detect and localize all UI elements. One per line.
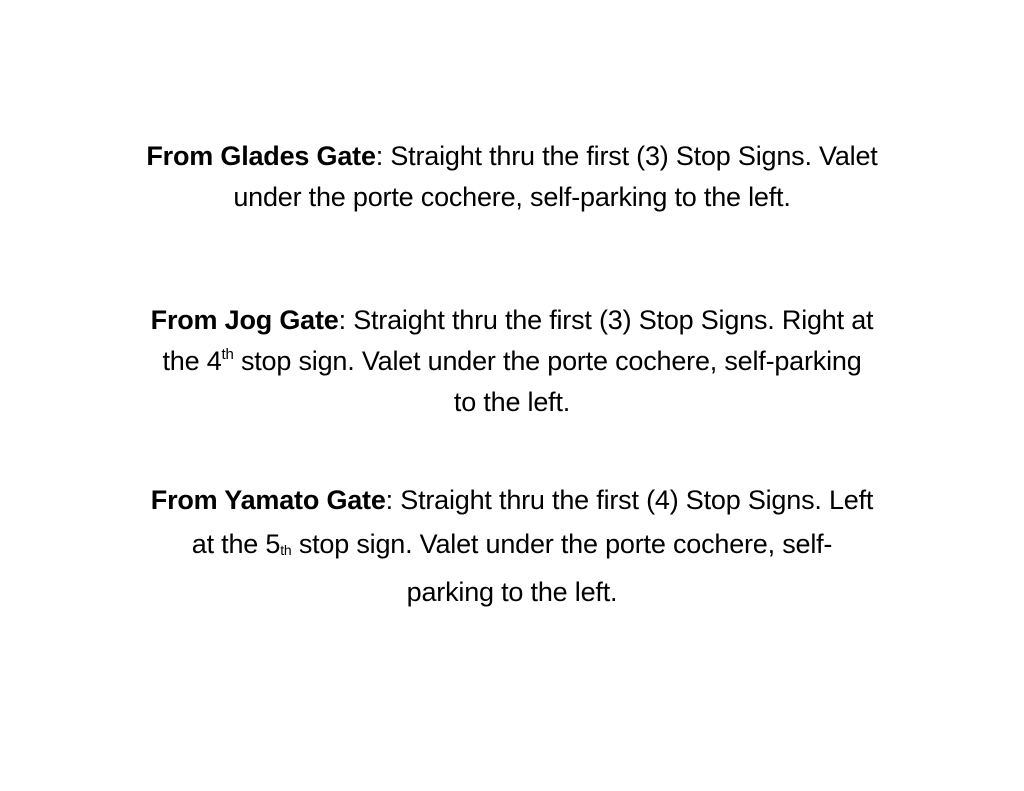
yamato-line-2	[60, 522, 964, 570]
jog-line-2-pre: the 4	[162, 346, 222, 376]
jog-gate-heading: From Jog Gate	[150, 305, 339, 335]
yamato-gate-directions	[60, 478, 964, 614]
glades-gate-heading: From Glades Gate	[146, 141, 376, 171]
glades-line-2: under the porte cochere, self-parking to the left.	[233, 182, 791, 212]
jog-line-3: to the left.	[453, 387, 571, 417]
yamato-line-3: parking to the left.	[406, 577, 618, 607]
jog-line-1	[60, 300, 964, 341]
yamato-line-1	[60, 478, 964, 522]
jog-ordinal-suffix: th	[221, 346, 234, 363]
glades-line-1	[60, 136, 964, 177]
jog-gate-directions	[60, 300, 964, 423]
yamato-line-2-post: stop sign. Valet under the porte cochere, self-	[291, 529, 833, 559]
yamato-line-2-pre: at the 5	[191, 529, 281, 559]
glades-line-1-text: : Straight thru the first (3) Stop Signs. Valet	[375, 141, 878, 171]
yamato-gate-heading: From Yamato Gate	[150, 485, 386, 515]
jog-line-2	[60, 341, 964, 382]
jog-line-2-post: stop sign. Valet under the porte cochere, self-parking	[233, 346, 862, 376]
yamato-ordinal-suffix: th	[280, 542, 292, 558]
glades-gate-directions	[60, 136, 964, 218]
yamato-line-1-text: : Straight thru the first (4) Stop Signs. Left	[385, 485, 874, 515]
jog-line-1-text: : Straight thru the first (3) Stop Signs. Right at	[338, 305, 874, 335]
